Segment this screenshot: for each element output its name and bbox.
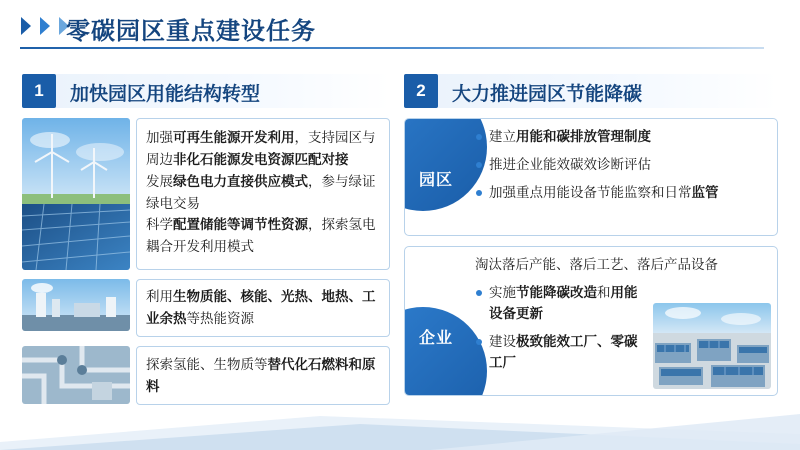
paragraph: 探索氢能、生物质等替代化石燃料和原料 <box>146 356 376 394</box>
group-enterprise-tag: 企业 <box>419 330 454 347</box>
bullet-dot-icon <box>476 134 482 140</box>
group-enterprise-list <box>475 283 649 374</box>
list-item <box>22 279 390 337</box>
bullet-dot-icon <box>476 162 482 168</box>
bullet-dot-icon <box>476 190 482 196</box>
group-enterprise-lead-item <box>475 255 769 276</box>
paragraph: 利用生物质能、核能、光热、地热、工业余热等热能资源 <box>146 289 376 326</box>
list-item: 加强重点用能设备节能监察和日常监管 <box>475 183 769 204</box>
bullet-dot-icon <box>476 290 482 296</box>
group-park <box>404 118 778 236</box>
list-item: 推进企业能效碳效诊断评估 <box>475 155 769 176</box>
column-1-number: 1 <box>22 74 56 108</box>
column-1 <box>22 74 390 414</box>
column-2-number: 2 <box>404 74 438 108</box>
column-1-block-2-text <box>136 279 390 337</box>
column-1-block-3-text <box>136 346 390 406</box>
column-2-title: 大力推进园区节能降碳 <box>452 84 643 105</box>
column-2-header <box>404 74 778 108</box>
header-divider <box>20 47 764 49</box>
list-item <box>22 118 390 270</box>
group-park-tag: 园区 <box>419 172 454 189</box>
list-item: 实施节能降碳改造和用能设备更新 <box>475 283 649 325</box>
biomass-power-plant-photo <box>22 279 130 331</box>
column-1-block-1-text <box>136 118 390 270</box>
column-1-title: 加快园区用能结构转型 <box>70 84 261 105</box>
group-enterprise <box>404 246 778 396</box>
list-item: 建立用能和碳排放管理制度 <box>475 127 769 148</box>
paragraph: 科学配置储能等调节性资源，探索氢电耦合开发利用模式 <box>146 217 376 255</box>
list-item: 建设极致能效工厂、零碳工厂 <box>475 332 649 374</box>
industrial-park-rooftop-solar-photo <box>653 303 771 389</box>
slide-header <box>0 0 800 56</box>
page-title: 零碳园区重点建设任务 <box>66 18 316 45</box>
column-2 <box>404 74 778 396</box>
list-item: 淘汰落后产能、落后工艺、落后产品设备 <box>475 257 718 272</box>
column-1-header <box>22 74 390 108</box>
list-item <box>22 346 390 406</box>
hydrogen-industrial-pipes-photo <box>22 346 130 404</box>
group-park-list <box>475 127 769 204</box>
wind-turbines-and-solar-panels-photo <box>22 118 130 270</box>
paragraph: 加强可再生能源开发利用，支持园区与周边非化石能源发电资源匹配对接 <box>146 130 376 167</box>
bullet-dot-icon <box>476 339 482 345</box>
paragraph: 发展绿色电力直接供应模式，参与绿证绿电交易 <box>146 173 376 211</box>
